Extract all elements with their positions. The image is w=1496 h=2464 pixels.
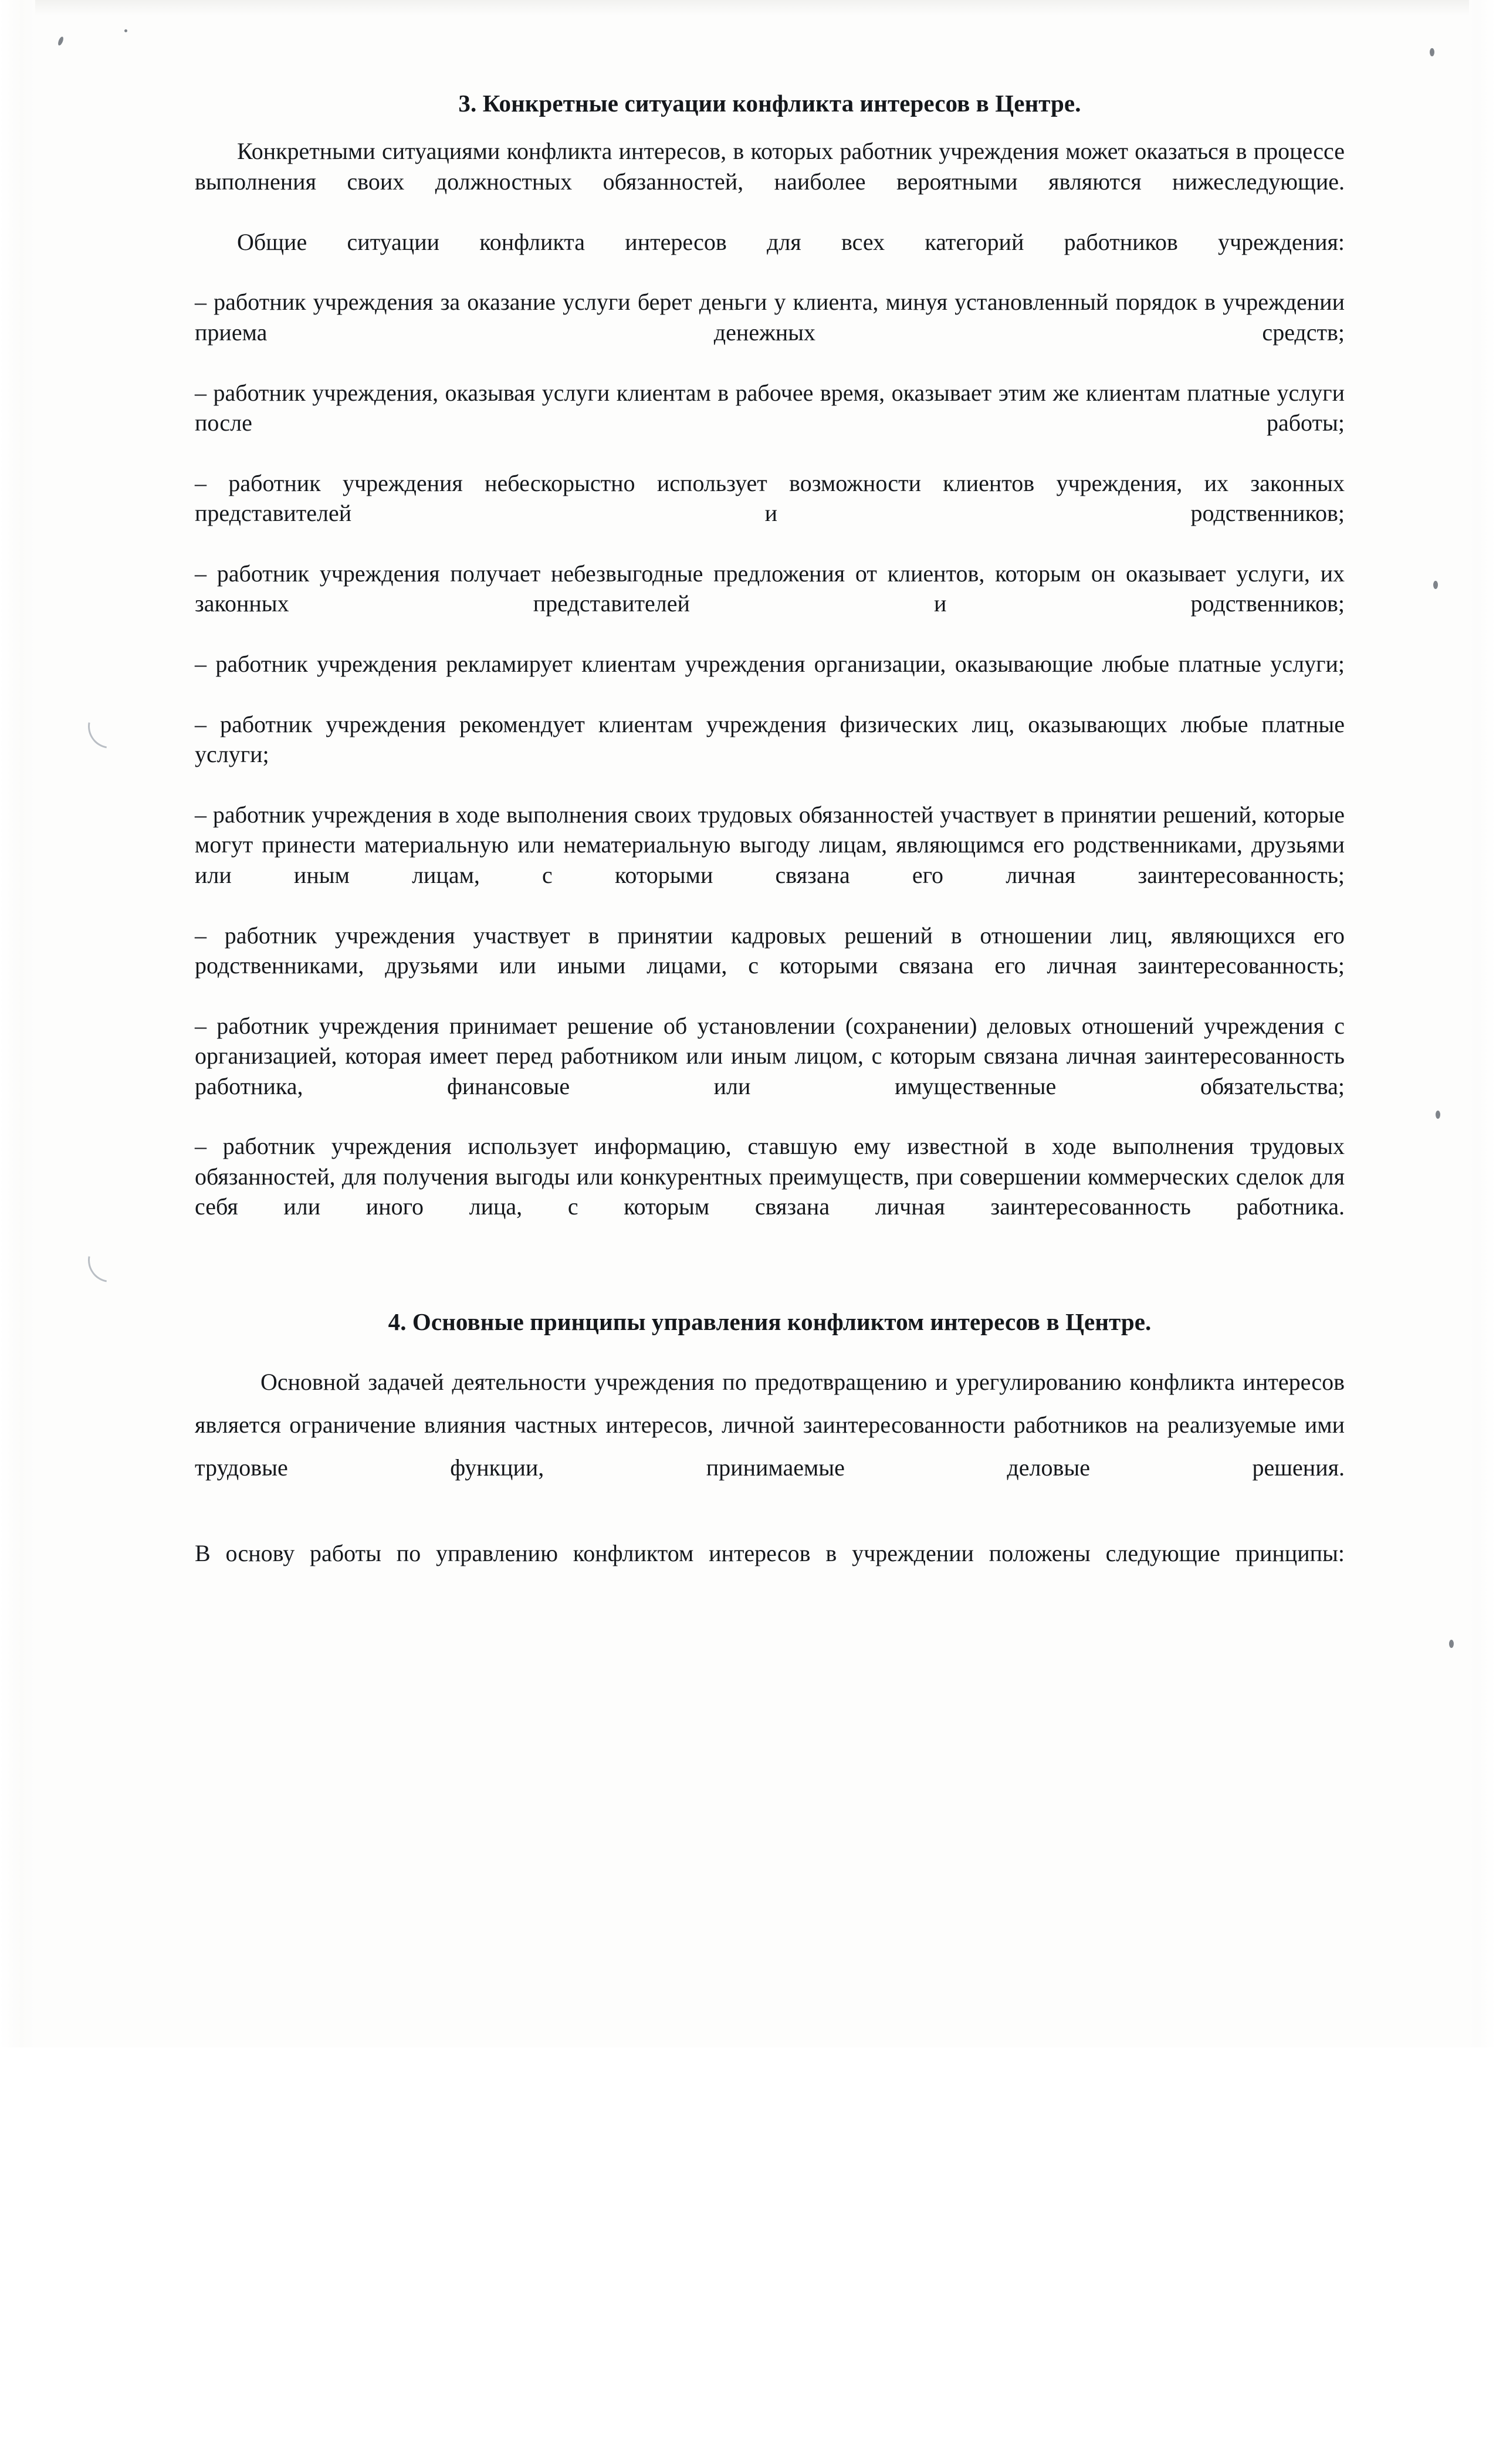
list-item: – работник учреждения, оказывая услуги клиентам в рабочее время, оказывает этим же клиентам платные услуги после работы; — [195, 379, 1345, 436]
ink-speck-icon — [124, 29, 127, 32]
list-item: – работник учреждения принимает решение об установлении (сохранении) деловых отношений учреждения с организацией, которая имеет перед работником или иным лицом, с которым связана личная заинтересованность работника, финансовые или имущественные обязательства; — [195, 1012, 1345, 1099]
list-item: – работник учреждения использует информацию, ставшую ему известной в ходе выполнения трудовых обязанностей, для получения выгоды или конкурентных преимуществ, при совершении коммерческих сделок для себя или иного лица, с которым связана личная заинтересованность работника. — [195, 1133, 1345, 1220]
scan-top-shadow — [0, 0, 1496, 15]
section-3-paragraph-1: Конкретными ситуациями конфликта интересов, в которых работник учреждения может оказаться в процессе выполнения своих должностных обязанностей, наиболее вероятными являются нижеследующие. — [195, 138, 1345, 195]
ink-speck-icon — [1449, 1640, 1454, 1648]
ink-speck-icon — [1436, 1111, 1440, 1119]
scan-bottom-blank-area — [0, 2047, 1496, 2464]
list-item: – работник учреждения получает небезвыгодные предложения от клиентов, которым он оказывает услуги, их законных представителей и родственников; — [195, 560, 1345, 617]
document-body — [195, 88, 1345, 1598]
list-item: – работник учреждения в ходе выполнения своих трудовых обязанностей участвует в принятии решений, которые могут принести материальную или нематериальную выгоду лицам, являющимся его родственниками, друзьями или иным лицам, с которыми связана его личная заинтересованность; — [195, 801, 1345, 888]
list-item: – работник учреждения за оказание услуги берет деньги у клиента, минуя установленный порядок в учреждении приема денежных средств; — [195, 289, 1345, 346]
spacer — [195, 1341, 1345, 1361]
scan-left-edge — [0, 0, 35, 2053]
binder-punch-mark-icon — [79, 695, 141, 757]
ink-speck-icon — [1430, 48, 1434, 56]
list-item: – работник учреждения участвует в принятии кадровых решений в отношении лиц, являющихся его родственниками, друзьями или иными лицами, с которыми связана его личная заинтересованность; — [195, 922, 1345, 979]
list-item: – работник учреждения рекомендует клиентам учреждения физических лиц, оказывающих любые платные услуги; — [195, 710, 1345, 768]
ink-speck-icon — [1433, 581, 1438, 589]
spacer — [195, 1532, 1345, 1538]
ink-speck-icon — [57, 36, 64, 46]
list-item: – работник учреждения рекламирует клиентам учреждения организации, оказывающие любые платные услуги; — [195, 651, 1345, 678]
section-4-paragraph-1: Основной задачей деятельности учреждения по предотвращению и урегулированию конфликта интересов является ограничение влияния частных интересов, личной заинтересованности работников на реализуемые ими трудовые функции, принимаемые деловые решения. — [195, 1369, 1345, 1481]
section-4-paragraph-2: В основу работы по управлению конфликтом интересов в учреждении положены следующие принципы: — [195, 1539, 1345, 1566]
section-4-heading: 4. Основные принципы управления конфликтом интересов в Центре. — [388, 1308, 1152, 1335]
scan-right-edge — [1469, 0, 1496, 2053]
binder-punch-mark-icon — [79, 1229, 141, 1291]
section-3-heading: 3. Конкретные ситуации конфликта интересов в Центре. — [458, 90, 1081, 117]
section-3-paragraph-2: Общие ситуации конфликта интересов для всех категорий работников учреждения: — [237, 228, 1345, 255]
list-item: – работник учреждения небескорыстно использует возможности клиентов учреждения, их законных представителей и родственников; — [195, 469, 1345, 527]
